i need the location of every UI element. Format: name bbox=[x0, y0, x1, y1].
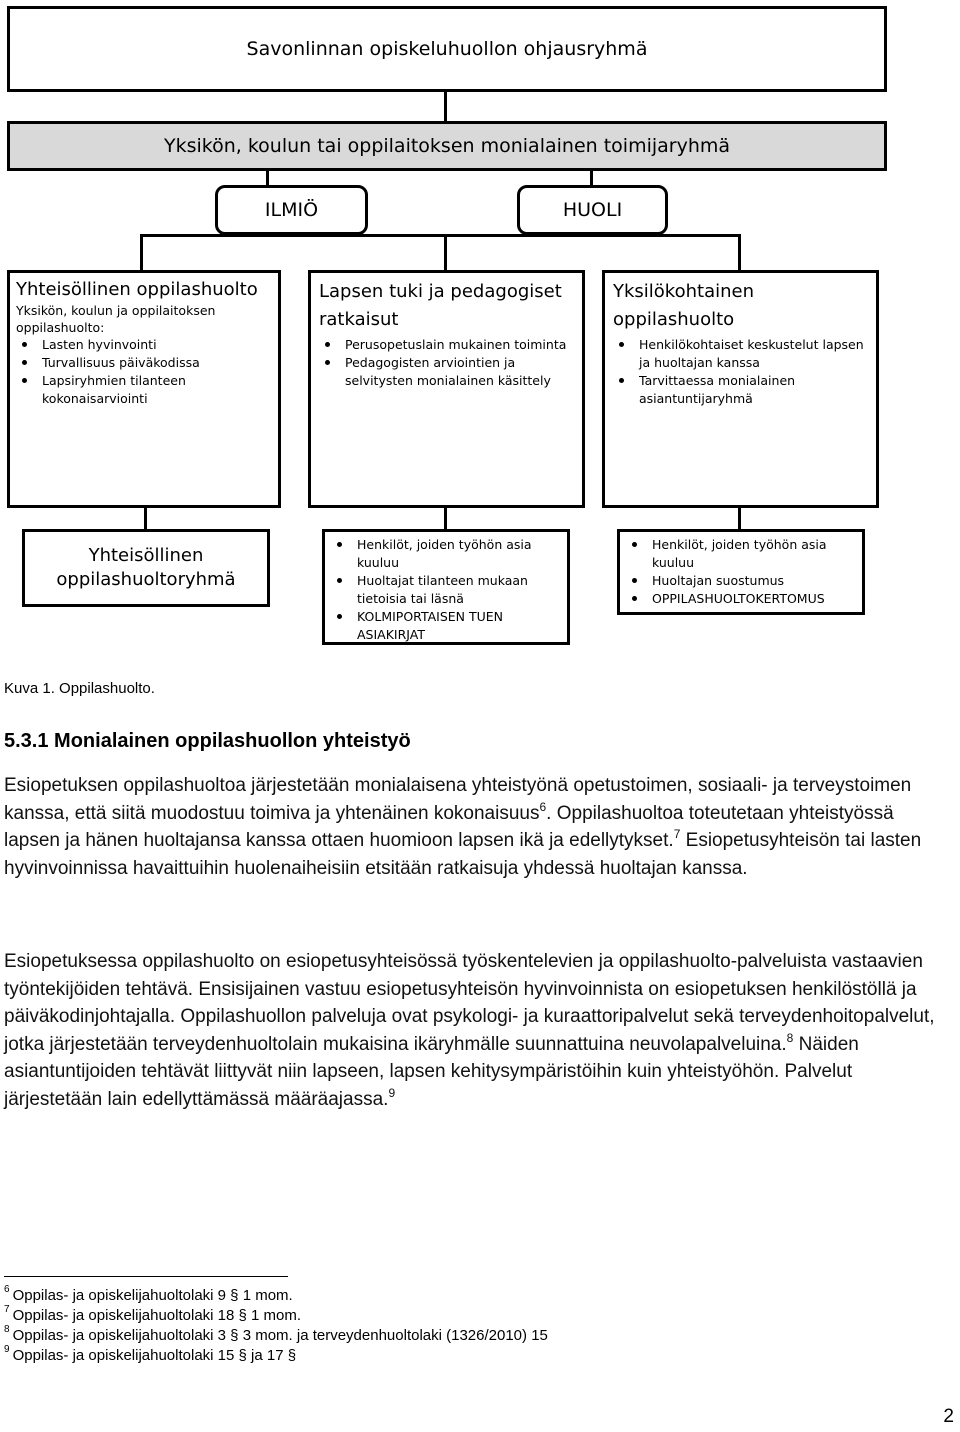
connector-line bbox=[140, 234, 143, 272]
box-list bbox=[331, 536, 561, 644]
footnote-text: Oppilas- ja opiskelijahuoltolaki 9 § 1 mom. bbox=[12, 1287, 293, 1304]
box-list bbox=[626, 536, 856, 608]
list-item: Henkilöt, joiden työhön asia kuuluu bbox=[357, 536, 561, 572]
paragraph-text: Esiopetuksen oppilashuoltoa järjestetään monialaisena yhteistyönä opetustoimen, sosiaali- ja terveystoimen kanssa, että siitä muodostuu toimiva ja yhtenäinen kokonaisuus bbox=[4, 775, 912, 824]
ohjausryhma-box: Savonlinnan opiskeluhuollon ohjausryhmä bbox=[7, 6, 887, 92]
footnote-number: 8 bbox=[4, 1324, 10, 1335]
kertomus-box bbox=[617, 529, 865, 615]
oppilashuoltoryhma-box bbox=[22, 529, 270, 607]
paragraph-1 bbox=[4, 772, 944, 882]
footnote bbox=[4, 1306, 548, 1326]
page-number: 2 bbox=[943, 1406, 954, 1427]
lapsen-tuki-box bbox=[308, 270, 585, 508]
connector-line bbox=[738, 507, 741, 531]
connector-line bbox=[444, 234, 447, 272]
footnote-ref: 7 bbox=[673, 827, 681, 841]
footnote-text: Oppilas- ja opiskelijahuoltolaki 18 § 1 mom. bbox=[12, 1307, 302, 1324]
huoli-box: HUOLI bbox=[517, 185, 668, 235]
footnote bbox=[4, 1346, 548, 1366]
box-title: Yhteisöllinen oppilashuolto bbox=[16, 279, 258, 300]
list-item: Huoltajat tilanteen mukaan tietoisia tai läsnä bbox=[357, 572, 561, 608]
list-item: Turvallisuus päiväkodissa bbox=[42, 354, 272, 372]
connector-line bbox=[444, 90, 447, 122]
footnote-number: 6 bbox=[4, 1284, 10, 1295]
box-title: Yhteisöllinen oppilashuoltoryhmä bbox=[56, 545, 236, 590]
connector-line bbox=[144, 507, 147, 531]
list-item: Lapsiryhmien tilanteen kokonaisarviointi bbox=[42, 372, 272, 408]
box-list bbox=[613, 336, 868, 408]
list-item: Huoltajan suostumus bbox=[652, 572, 856, 590]
paragraph-text: . Oppilashuoltoa toteutetaan yhteistyössä lapsen ja hänen huoltajansa kanssa ottaen huomioon lapsen ikä ja edellytykset. bbox=[4, 802, 894, 851]
list-item: Henkilökohtaiset keskustelut lapsen ja huoltajan kanssa bbox=[639, 336, 868, 372]
footnote-divider bbox=[4, 1276, 288, 1277]
box-list bbox=[319, 336, 574, 390]
list-item: OPPILASHUOLTOKERTOMUS bbox=[652, 590, 856, 608]
paragraph-text: Näiden asiantuntijoiden tehtävät liittyvät niin lapseen, lapsen kehitysympäristöihin kuin yhteistyöhön. Palvelut järjestetään lain edellyttämässä määräajassa. bbox=[4, 1033, 859, 1110]
list-item: Lasten hyvinvointi bbox=[42, 336, 272, 354]
oppilashuolto-diagram bbox=[0, 0, 960, 660]
list-item: Perusopetuslain mukainen toiminta bbox=[345, 336, 574, 354]
figure-caption: Kuva 1. Oppilashuolto. bbox=[4, 680, 155, 697]
footnote-ref: 8 bbox=[786, 1030, 794, 1045]
yksilokohtainen-oppilashuolto-box bbox=[602, 270, 879, 508]
footnote-number: 9 bbox=[4, 1344, 10, 1355]
box-list bbox=[16, 336, 272, 408]
footnote-ref: 6 bbox=[539, 799, 547, 814]
list-item: Henkilöt, joiden työhön asia kuuluu bbox=[652, 536, 856, 572]
list-item: KOLMIPORTAISEN TUEN ASIAKIRJAT bbox=[357, 608, 561, 644]
footnote-number: 7 bbox=[4, 1304, 10, 1315]
ilmio-box: ILMIÖ bbox=[215, 185, 368, 235]
box-subtitle: Yksikön, koulun ja oppilaitoksen oppilashuolto: bbox=[16, 303, 216, 335]
box-title: Yksilökohtainen oppilashuolto bbox=[613, 281, 754, 330]
connector-line bbox=[738, 234, 741, 272]
footnote-text: Oppilas- ja opiskelijahuoltolaki 3 § 3 mom. ja terveydenhuoltolaki (1326/2010) 15 bbox=[12, 1327, 548, 1344]
paragraph-text: Esiopetusyhteisön tai lasten hyvinvoinnissa havaittuihin huolenaiheisiin etsitään ratkaisuja yhdessä huoltajan kanssa. bbox=[4, 830, 922, 879]
list-item: Pedagogisten arviointien ja selvitysten monialainen käsittely bbox=[345, 354, 574, 390]
box-title: Lapsen tuki ja pedagogiset ratkaisut bbox=[319, 281, 562, 330]
yhteisollinen-oppilashuolto-box bbox=[7, 270, 281, 508]
list-item: Tarvittaessa monialainen asiantuntijaryhmä bbox=[639, 372, 868, 408]
footnote bbox=[4, 1326, 548, 1346]
paragraph-2 bbox=[4, 948, 944, 1113]
paragraph-text: Esiopetuksessa oppilashuolto on esiopetusyhteisössä työskentelevien ja oppilashuolto-palveluista vastaavien työntekijöiden tehtävä. Ensisijainen vastuu esiopetusyhteisön hyvinvoinnista on esiopetuksen henkilöstöllä ja päiväkodinjohtajalla. Oppilashuollon palveluja ovat psykologi- ja kuraattoripalvelut sekä terveydenhoitopalvelut, jotka järjestetään terveydenhuoltolain mukaisina ikäryhmälle suunnattuina neuvolapalveluina. bbox=[4, 951, 935, 1055]
footnotes bbox=[4, 1286, 548, 1366]
asiakirjat-box bbox=[322, 529, 570, 645]
footnote-text: Oppilas- ja opiskelijahuoltolaki 15 § ja 17 § bbox=[12, 1347, 297, 1364]
footnote-ref: 9 bbox=[388, 1085, 396, 1100]
footnote bbox=[4, 1286, 548, 1306]
connector-line bbox=[444, 507, 447, 531]
toimijaryhma-box: Yksikön, koulun tai oppilaitoksen monialainen toimijaryhmä bbox=[7, 121, 887, 171]
section-heading: 5.3.1 Monialainen oppilashuollon yhteistyö bbox=[4, 730, 411, 752]
